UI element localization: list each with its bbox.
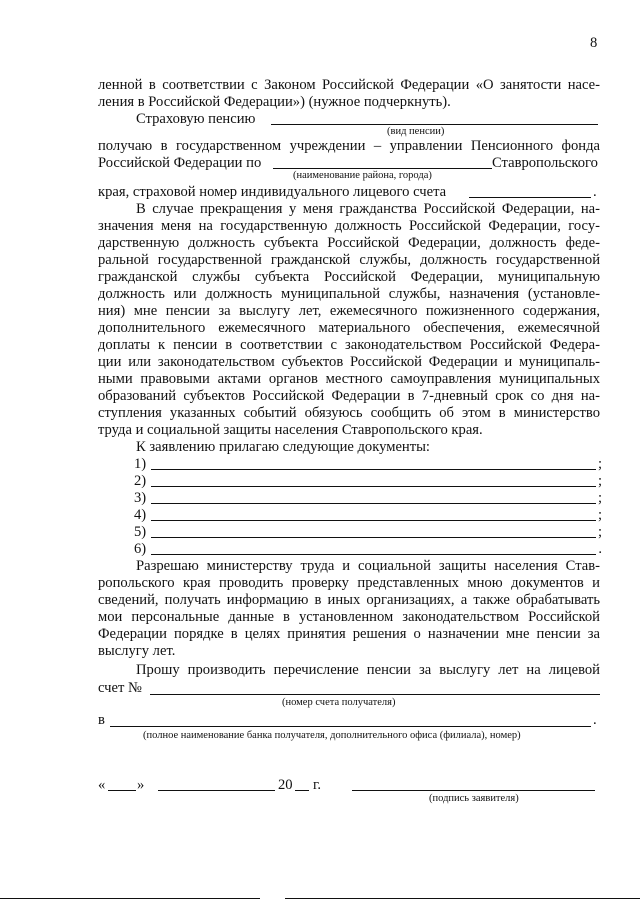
- date-year-suffix: г.: [313, 777, 321, 793]
- termination-line-4: ральной государственной гражданской службы, должность государственной: [98, 252, 600, 268]
- consent-line-1: Разрешаю министерству труда и социальной защиты населения Став-: [136, 558, 600, 574]
- attachment-end: ;: [597, 507, 602, 523]
- consent-line-6: выслугу лет.: [98, 643, 176, 659]
- attachment-number: 1): [134, 456, 147, 472]
- attachment-number: 6): [134, 541, 147, 557]
- para1-line-1: ленной в соответствии с Законом Российской Федерации «О занятости насе-: [98, 77, 600, 93]
- pension-line-4: края, страховой номер индивидуального лицевого счета: [98, 184, 447, 200]
- attachment-end: .: [598, 541, 602, 557]
- pension-line3-prefix: Российской Федерации по: [98, 155, 262, 171]
- attachment-end: ;: [597, 490, 602, 506]
- attachment-field[interactable]: [151, 503, 596, 504]
- date-quote-open: «: [98, 777, 106, 793]
- attachment-number: 2): [134, 473, 147, 489]
- attachment-end: ;: [597, 456, 602, 472]
- date-quote-close: »: [137, 777, 145, 793]
- attachment-item[interactable]: [134, 456, 602, 473]
- termination-line-12: образований субъектов Российской Федерации в 7-дневный срок со дня на-: [98, 388, 600, 404]
- termination-line-13: ступления указанных событий обязуюсь сообщить об этом в министерство: [98, 405, 600, 421]
- consent-line-3: сведений, получать информацию в иных организациях, а также обрабатывать: [98, 592, 600, 608]
- attachment-field[interactable]: [151, 486, 596, 487]
- termination-line-5: гражданской службы субъекта Российской Федерации, муниципальную: [98, 269, 600, 285]
- date-month-field[interactable]: [158, 790, 275, 791]
- attachment-item[interactable]: [134, 507, 602, 524]
- termination-line-1: В случае прекращения у меня гражданства Российской Федерации, на-: [136, 201, 600, 217]
- pension-type-caption: (вид пенсии): [387, 126, 445, 137]
- district-caption: (наименование района, города): [293, 170, 432, 181]
- insurance-number-end: .: [593, 184, 597, 200]
- bank-name-field[interactable]: [110, 726, 591, 727]
- pension-label: Страховую пенсию: [136, 111, 256, 127]
- bank-end: .: [593, 712, 597, 728]
- insurance-number-field[interactable]: [469, 197, 591, 198]
- bank-caption: (полное наименование банка получателя, дополнительного офиса (филиала), номер): [143, 730, 521, 741]
- account-caption: (номер счета получателя): [282, 697, 396, 708]
- signature-field[interactable]: [352, 790, 595, 791]
- bank-prefix: в: [98, 712, 105, 728]
- attachment-field[interactable]: [151, 520, 596, 521]
- date-day-field[interactable]: [108, 790, 136, 791]
- signature-caption: (подпись заявителя): [429, 793, 519, 804]
- date-year-prefix: 20: [278, 777, 293, 793]
- attachment-item[interactable]: [134, 524, 602, 541]
- attachment-field[interactable]: [151, 537, 596, 538]
- attachment-number: 4): [134, 507, 147, 523]
- termination-line-9: доплаты к пенсии в соответствии с законодательством Российской Федера-: [98, 337, 600, 353]
- consent-line-2: ропольского края проводить проверку представленных мною документов и: [98, 575, 600, 591]
- attachment-field[interactable]: [151, 469, 596, 470]
- termination-line-7: ния) мне пенсии за выслугу лет, ежемесячного пожизненного содержания,: [98, 303, 600, 319]
- bottom-rule-left: [0, 898, 260, 899]
- consent-line-4: мои персональные данные в установленном законодательством Российской: [98, 609, 600, 625]
- consent-line-5: Федерации порядке в целях принятия решения о назначении мне пенсии за: [98, 626, 600, 642]
- attachment-number: 5): [134, 524, 147, 540]
- termination-line-14: труда и социальной защиты населения Ставропольского края.: [98, 422, 483, 438]
- bottom-rule-right: [285, 898, 640, 899]
- termination-line-2: значения меня на государственную должность Российской Федерации, госу-: [98, 218, 600, 234]
- attachment-item[interactable]: [134, 473, 602, 490]
- pension-type-field[interactable]: [271, 124, 598, 125]
- attachments-intro: К заявлению прилагаю следующие документы:: [136, 439, 430, 455]
- account-prefix: счет №: [98, 680, 142, 696]
- pension-line-2: получаю в государственном учреждении – управлении Пенсионного фонда: [98, 138, 600, 154]
- payment-line-1: Прошу производить перечисление пенсии за выслугу лет на лицевой: [136, 662, 600, 678]
- termination-line-3: дарственную должность субъекта Российской Федерации, должность феде-: [98, 235, 600, 251]
- attachment-end: ;: [597, 524, 602, 540]
- attachment-field[interactable]: [151, 554, 596, 555]
- termination-line-8: дополнительного ежемесячного материального обеспечения, ежемесячной: [98, 320, 600, 336]
- pension-line3-suffix: Ставропольского: [492, 155, 598, 171]
- attachment-end: ;: [597, 473, 602, 489]
- date-year-field[interactable]: [295, 790, 309, 791]
- attachment-item[interactable]: [134, 490, 602, 507]
- account-number-field[interactable]: [150, 694, 600, 695]
- page-number: 8: [590, 35, 598, 51]
- termination-line-10: ции или законодательством субъектов Российской Федерации и муниципаль-: [98, 354, 600, 370]
- termination-line-6: должность или должность муниципальной службы, назначения (установле-: [98, 286, 600, 302]
- para1-line-2: ления в Российской Федерации») (нужное подчеркнуть).: [98, 94, 451, 110]
- district-field[interactable]: [273, 168, 492, 169]
- attachment-item[interactable]: [134, 541, 602, 558]
- attachment-number: 3): [134, 490, 147, 506]
- termination-line-11: ными правовыми актами органов местного самоуправления муниципальных: [98, 371, 600, 387]
